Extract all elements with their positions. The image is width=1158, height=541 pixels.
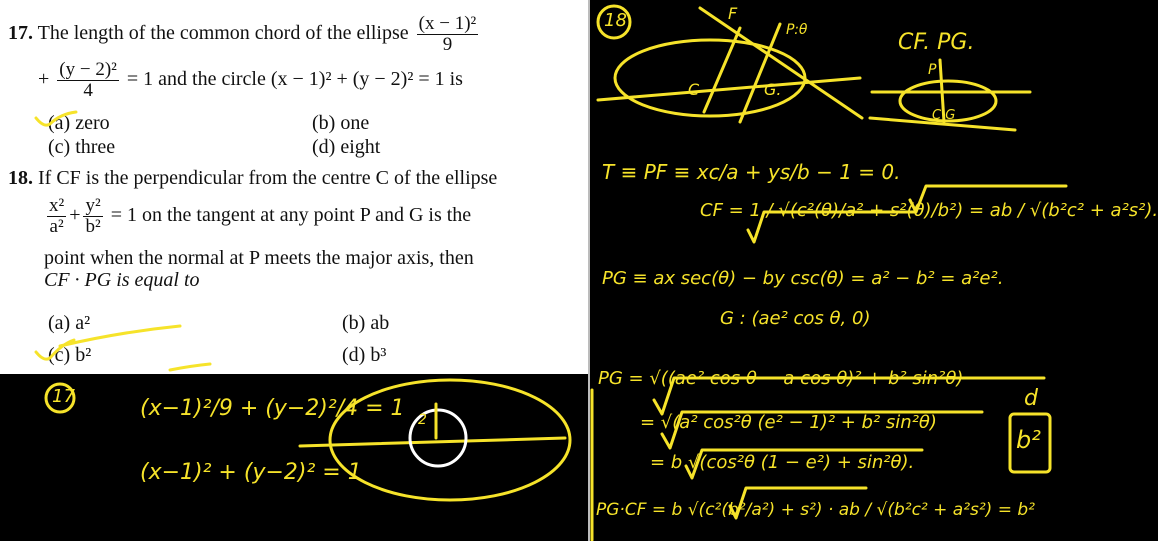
q17-frac1-top: (x − 1)² xyxy=(418,13,477,34)
q18-major-axis xyxy=(598,78,860,100)
q17-axis xyxy=(300,438,565,446)
q18-ellipse xyxy=(615,40,805,116)
q17-stem-b: = 1 and the circle (x − 1)² + (y − 2)² = 1 is xyxy=(126,68,463,91)
hw-pg-len2: = √(a² cos²θ (e² − 1)² + b² sin²θ) xyxy=(640,412,937,433)
hw-tangent: T ≡ PF ≡ xc/a + ys/b − 1 = 0. xyxy=(602,160,901,184)
q18-option-c[interactable]: (c) b² xyxy=(48,344,92,366)
q17-stem-a: The length of the common chord of the ellipse xyxy=(37,22,409,45)
hw-small-P: P xyxy=(928,62,937,78)
hw-cf-expr: CF = 1 / √(c²(θ)/a² + s²(θ)/b²) = ab / √(b²c² + a²s²). xyxy=(700,200,1158,221)
hw-boxed: b² xyxy=(1016,426,1041,454)
question-panel xyxy=(0,0,588,374)
q18-tangent-line xyxy=(700,8,862,118)
q18-frac-b-top: y² xyxy=(85,195,101,216)
q17-frac1-bot: 9 xyxy=(442,34,453,55)
hw-cfpg: CF. PG. xyxy=(898,30,975,55)
q18-frac-a-bot: a² xyxy=(49,216,64,237)
q17-frac2-bot: 4 xyxy=(83,80,93,101)
q17-line1 xyxy=(8,14,481,55)
hw-label-17: 17 xyxy=(52,386,75,407)
q18-line3: point when the normal at P meets the major axis, then xyxy=(44,247,474,269)
q17-frac1 xyxy=(417,14,479,55)
hw-point-F: F xyxy=(728,4,738,23)
q18-option-b[interactable]: (b) ab xyxy=(342,312,390,334)
q18-option-a[interactable]: (a) a² xyxy=(48,312,91,334)
hw-point-C: C xyxy=(688,80,700,99)
q18-number: 18. xyxy=(8,167,33,189)
q18-cf-line xyxy=(704,28,740,112)
q18-frac-a xyxy=(47,196,66,237)
hw-label-18: 18 xyxy=(604,10,627,31)
hw-point-G: G. xyxy=(764,80,782,99)
hw-small-CG: C G xyxy=(932,108,956,123)
q17-frac2 xyxy=(57,60,119,101)
q18-normal-line xyxy=(740,24,780,122)
q17-option-b[interactable]: (b) one xyxy=(312,112,370,134)
hw-pg-len1: PG = √((ae² cos θ − a cos θ)² + b² sin²θ) xyxy=(598,368,964,389)
hw-g-point: G : (ae² cos θ, 0) xyxy=(720,308,871,329)
q18-line2: $\frac{\text{x²}}{\text{a²}}$ + $\frac{\text{y²}}{\text{b²}}$ = 1 on the tangent at any point P and G is the xyxy=(49,195,472,237)
q18-frac-b-bot: b² xyxy=(85,216,101,237)
hw-tick-2: 2 xyxy=(418,412,427,428)
q17-plus: + xyxy=(38,68,50,91)
q17-option-c[interactable]: (c) three xyxy=(48,136,116,158)
hw-pgcf: PG·CF = b √(c²(b²/a²) + s²) · ab / √(b²c² + a²s²) = b² xyxy=(596,500,1035,520)
q17-line2 xyxy=(38,60,463,101)
hw-point-P: P:θ xyxy=(786,22,808,38)
q18-frac-b xyxy=(83,196,102,237)
q17-option-a[interactable]: (a) zero xyxy=(48,112,110,134)
q18-line4: CF · PG is equal to xyxy=(44,269,200,291)
panel-divider xyxy=(588,0,590,541)
hw-pg-normal: PG ≡ ax sec(θ) − by csc(θ) = a² − b² = a²e². xyxy=(602,268,1004,289)
q18-line1-text: If CF is the perpendicular from the centre C of the ellipse xyxy=(38,167,498,189)
hw-answer: d xyxy=(1024,386,1038,411)
q17-number: 17. xyxy=(8,22,33,45)
hw-pg-len3: = b √(cos²θ (1 − e²) + sin²θ). xyxy=(650,452,915,473)
hw-eq17a: (x−1)²/9 + (y−2)²/4 = 1 xyxy=(140,396,405,421)
q18-frac-a-top: x² xyxy=(49,195,65,216)
q18-line1 xyxy=(8,166,497,190)
q17-option-d[interactable]: (d) eight xyxy=(312,136,381,158)
q18-option-d[interactable]: (d) b³ xyxy=(342,344,387,366)
q18-line2-rest: = 1 on the tangent at any point P and G is the xyxy=(110,204,472,227)
hw-eq17b: (x−1)² + (y−2)² = 1 xyxy=(140,460,362,485)
q17-frac2-top: (y − 2)² xyxy=(59,59,117,80)
